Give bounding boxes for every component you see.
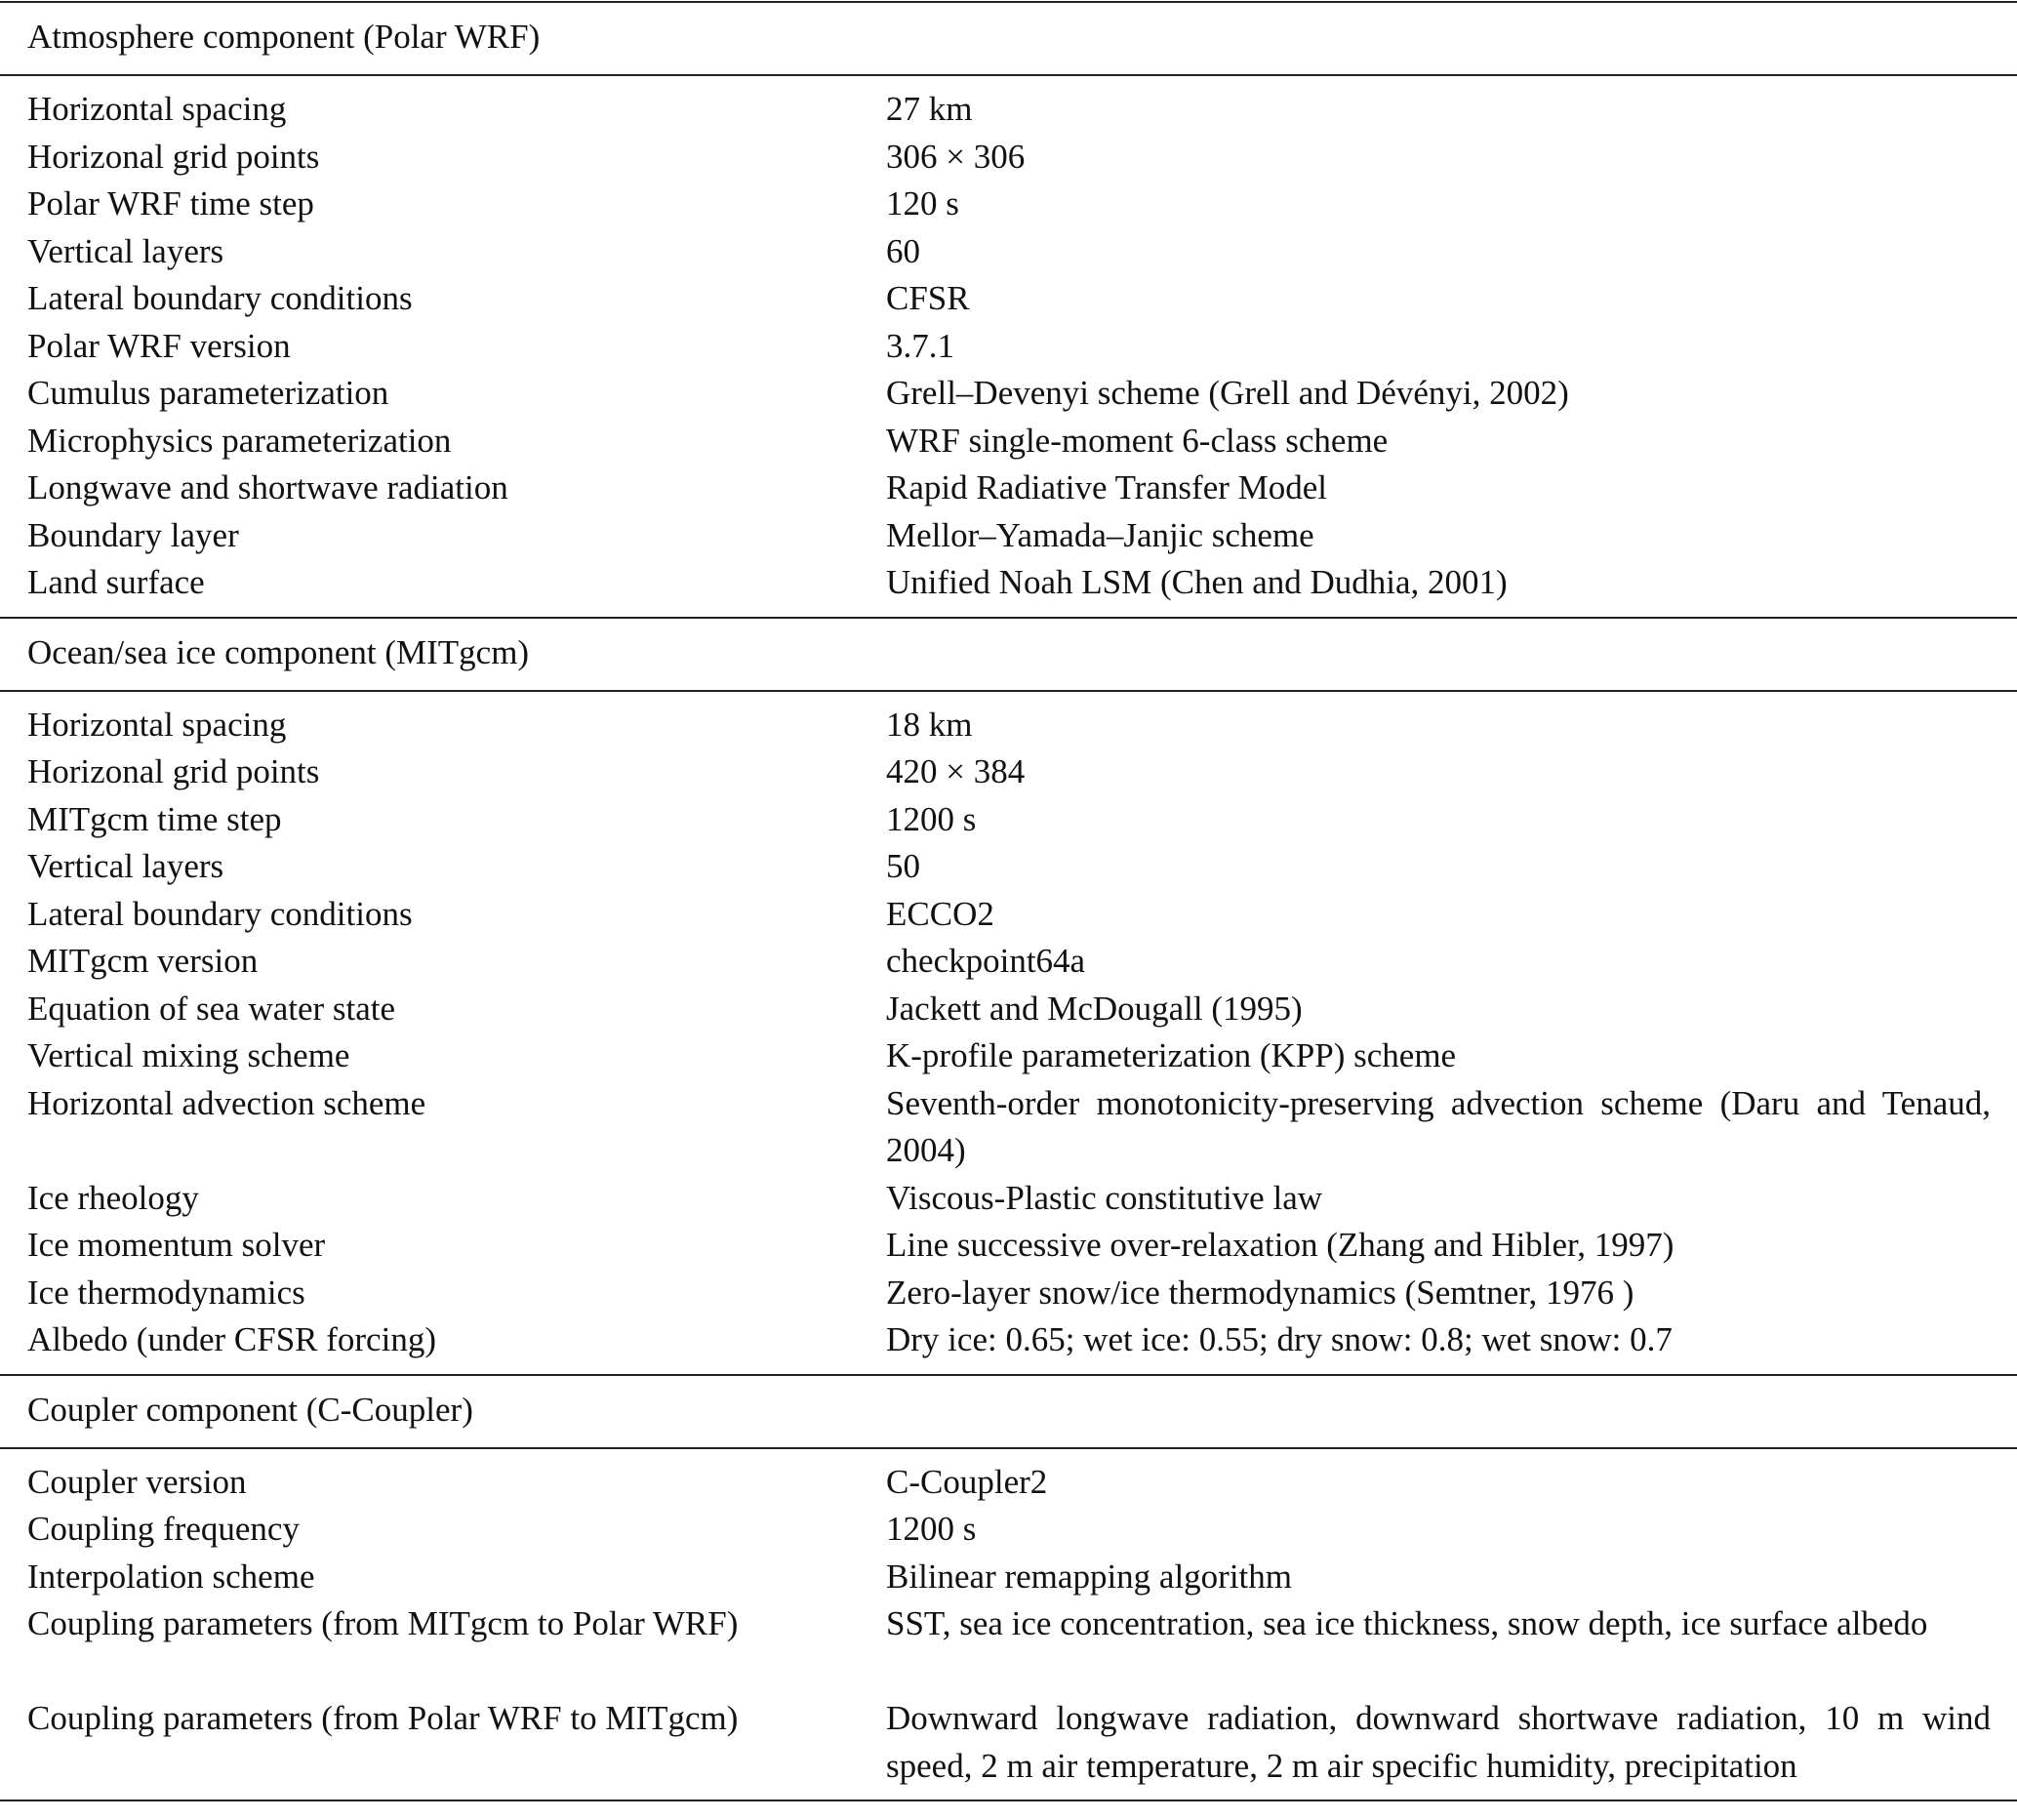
parameter-label: Vertical layers: [27, 847, 224, 885]
parameter-value: 18 km: [886, 705, 973, 744]
table-row: [0, 512, 2017, 560]
table-row: [0, 275, 2017, 323]
section-title: Coupler component (C-Coupler): [27, 1390, 473, 1429]
table-row: [0, 370, 2017, 418]
parameter-value: 306 × 306: [886, 137, 1026, 176]
parameter-value: SST, sea ice concentration, sea ice thickness, snow depth, ice surface albedo: [886, 1604, 1928, 1642]
parameter-value: ECCO2: [886, 894, 994, 933]
parameter-label: Coupling parameters (from Polar WRF to MITgcm): [27, 1699, 739, 1737]
section-header-rule: [0, 1447, 2017, 1449]
parameter-label: Polar WRF time step: [27, 184, 314, 222]
table-row: [0, 1459, 2017, 1507]
parameter-value: Jackett and McDougall (1995): [886, 989, 1303, 1028]
parameter-label: Coupler version: [27, 1462, 247, 1501]
table-row: [0, 1554, 2017, 1601]
parameter-label: Polar WRF version: [27, 326, 291, 365]
table-row: [0, 1506, 2017, 1554]
parameter-label: Lateral boundary conditions: [27, 279, 413, 317]
parameter-value: Downward longwave radiation, downward shortwave radiation, 10 m wind speed, 2 m air temperature, 2 m air specific humidity, precipitation: [886, 1699, 1991, 1785]
table-row: [0, 986, 2017, 1033]
parameter-value: CFSR: [886, 279, 970, 317]
parameter-label: Boundary layer: [27, 515, 239, 554]
parameter-value: 50: [886, 847, 920, 885]
table-row: [0, 559, 2017, 607]
parameter-label: Horizontal advection scheme: [27, 1083, 426, 1122]
parameter-value: Bilinear remapping algorithm: [886, 1557, 1293, 1596]
section-header-rule: [0, 690, 2017, 692]
table-row: [0, 418, 2017, 465]
parameter-value: 60: [886, 231, 920, 270]
parameter-label: Microphysics parameterization: [27, 421, 452, 460]
parameter-label: Vertical mixing scheme: [27, 1036, 350, 1074]
parameter-value: Mellor–Yamada–Janjic scheme: [886, 515, 1314, 554]
parameter-label: Equation of sea water state: [27, 989, 396, 1028]
section-title: Ocean/sea ice component (MITgcm): [27, 632, 530, 671]
parameter-value: Seventh-order monotonicity-preserving advection scheme (Daru and Tenaud, 2004): [886, 1083, 1991, 1169]
parameter-value: WRF single-moment 6-class scheme: [886, 421, 1389, 460]
section-title: Atmosphere component (Polar WRF): [27, 18, 541, 56]
parameter-value: Viscous-Plastic constitutive law: [886, 1178, 1323, 1217]
table-top-rule: [0, 1, 2017, 3]
parameter-label: Interpolation scheme: [27, 1557, 315, 1596]
table-row: [0, 702, 2017, 749]
parameter-value: checkpoint64a: [886, 942, 1086, 980]
parameter-label: Horizontal spacing: [27, 90, 287, 128]
table-row: [0, 1080, 2017, 1175]
parameter-label: Cumulus parameterization: [27, 374, 389, 412]
parameter-value: Unified Noah LSM (Chen and Dudhia, 2001): [886, 563, 1508, 601]
parameter-value: 420 × 384: [886, 752, 1026, 790]
table-row: [0, 938, 2017, 986]
table-row: [0, 796, 2017, 844]
parameter-label: Ice momentum solver: [27, 1226, 326, 1264]
parameter-value: Zero-layer snow/ice thermodynamics (Semtner, 1976 ): [886, 1273, 1634, 1312]
parameter-value: Grell–Devenyi scheme (Grell and Dévényi, 2002): [886, 374, 1569, 412]
section-divider-rule: [0, 617, 2017, 619]
table-row: [0, 1600, 2017, 1695]
parameter-label: Horizonal grid points: [27, 137, 320, 176]
parameter-label: Land surface: [27, 563, 205, 601]
parameter-value: 1200 s: [886, 1510, 977, 1548]
table-row: [0, 86, 2017, 134]
table-row: [0, 1316, 2017, 1364]
parameter-value: Dry ice: 0.65; wet ice: 0.55; dry snow: 0.8; wet snow: 0.7: [886, 1320, 1673, 1358]
parameter-value: 120 s: [886, 184, 959, 222]
table-row: [0, 134, 2017, 182]
parameter-label: MITgcm version: [27, 942, 259, 980]
parameter-label: Lateral boundary conditions: [27, 894, 413, 933]
table-row: [0, 843, 2017, 891]
parameter-label: Ice thermodynamics: [27, 1273, 305, 1312]
table-row: [0, 323, 2017, 371]
parameter-value: 1200 s: [886, 799, 977, 838]
parameter-label: Vertical layers: [27, 231, 224, 270]
parameter-label: Ice rheology: [27, 1178, 199, 1217]
parameter-label: Horizontal spacing: [27, 705, 287, 744]
table-row: [0, 228, 2017, 276]
table-bottom-rule: [0, 1800, 2017, 1801]
parameter-value: Rapid Radiative Transfer Model: [886, 468, 1328, 506]
table-row: [0, 1222, 2017, 1270]
parameter-value: C-Coupler2: [886, 1462, 1048, 1501]
parameter-label: Longwave and shortwave radiation: [27, 468, 508, 506]
table-row: [0, 748, 2017, 796]
parameter-value: 3.7.1: [886, 326, 954, 365]
parameter-value: 27 km: [886, 90, 973, 128]
parameter-label: MITgcm time step: [27, 799, 282, 838]
parameter-label: Coupling parameters (from MITgcm to Polar WRF): [27, 1604, 739, 1642]
table-row: [0, 181, 2017, 228]
table-row: [0, 1695, 2017, 1790]
table-row: [0, 1270, 2017, 1317]
table-row: [0, 1175, 2017, 1223]
section-divider-rule: [0, 1374, 2017, 1376]
parameter-value: Line successive over-relaxation (Zhang and Hibler, 1997): [886, 1226, 1674, 1264]
table-row: [0, 465, 2017, 512]
table-row: [0, 1032, 2017, 1080]
parameter-label: Horizonal grid points: [27, 752, 320, 790]
parameter-label: Coupling frequency: [27, 1510, 300, 1548]
parameter-label: Albedo (under CFSR forcing): [27, 1320, 436, 1358]
parameter-value: K-profile parameterization (KPP) scheme: [886, 1036, 1457, 1074]
table-row: [0, 891, 2017, 939]
section-header-rule: [0, 74, 2017, 76]
